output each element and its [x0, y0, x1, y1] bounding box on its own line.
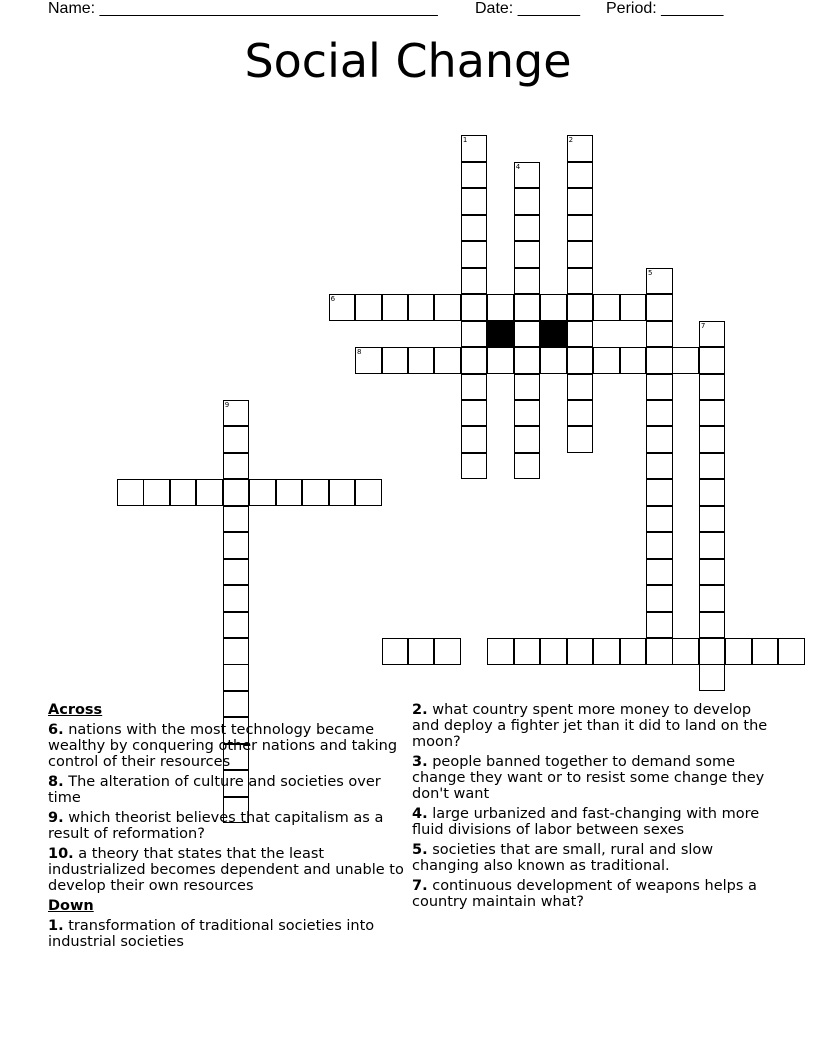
crossword-cell[interactable]: [223, 479, 250, 506]
crossword-cell[interactable]: [302, 479, 329, 506]
crossword-cell[interactable]: [646, 321, 673, 348]
crossword-cell[interactable]: [382, 638, 409, 665]
crossword-cell[interactable]: [355, 347, 382, 374]
across-heading: Across: [48, 702, 103, 718]
crossword-cell[interactable]: [461, 374, 488, 401]
crossword-cell[interactable]: [223, 453, 250, 480]
crossword-cell[interactable]: [699, 400, 726, 427]
clue-text: people banned together to demand some change they want or to resist some change they don't want: [412, 754, 765, 802]
crossword-cell[interactable]: [223, 585, 250, 612]
clue-text: what country spent more money to develop and deploy a fighter jet than it did to land on the moon?: [412, 702, 768, 750]
crossword-cell[interactable]: [196, 479, 223, 506]
crossword-cell[interactable]: [646, 479, 673, 506]
clue-text: which theorist believes that capitalism as a result of reformation?: [48, 810, 384, 842]
crossword-cell[interactable]: [699, 664, 726, 691]
crossword-cell[interactable]: [646, 426, 673, 453]
crossword-cell[interactable]: [514, 400, 541, 427]
crossword-cell[interactable]: [567, 347, 594, 374]
clue-down-3: [412, 754, 772, 802]
down-heading: Down: [48, 898, 94, 914]
clue-text: societies that are small, rural and slow changing also known as traditional.: [412, 842, 714, 874]
crossword-cell[interactable]: [514, 321, 541, 348]
crossword-cell[interactable]: [355, 294, 382, 321]
clue-down-4: [412, 806, 772, 838]
crossword-cell[interactable]: [620, 638, 647, 665]
crossword-cell[interactable]: [672, 347, 699, 374]
crossword-cell[interactable]: [646, 585, 673, 612]
crossword-cell[interactable]: [646, 453, 673, 480]
clue-down-7: [412, 878, 772, 910]
crossword-cell[interactable]: [699, 612, 726, 639]
crossword-cell[interactable]: [567, 374, 594, 401]
clue-number: 1.: [48, 918, 64, 934]
crossword-cell[interactable]: [699, 585, 726, 612]
crossword-cell[interactable]: [461, 241, 488, 268]
crossword-cell[interactable]: [646, 294, 673, 321]
crossword-cell[interactable]: [329, 294, 356, 321]
crossword-cell[interactable]: [514, 162, 541, 189]
clue-text: continuous development of weapons helps a country maintain what?: [412, 878, 757, 910]
clue-number-label: 5: [648, 268, 653, 277]
crossword-cell[interactable]: [461, 426, 488, 453]
clue-number: 6.: [48, 722, 64, 738]
clue-across-8: [48, 774, 410, 806]
crossword-cell[interactable]: [143, 479, 170, 506]
clue-down-2: [412, 702, 772, 750]
crossword-cell[interactable]: [461, 268, 488, 295]
clue-number: 8.: [48, 774, 64, 790]
name-field-label: Name: ______________________________________: [48, 0, 438, 17]
crossword-cell[interactable]: [567, 638, 594, 665]
crossword-cell[interactable]: [699, 426, 726, 453]
crossword-cell[interactable]: [249, 479, 276, 506]
clue-number-label: 2: [568, 136, 574, 145]
crossword-cell[interactable]: [514, 638, 541, 665]
crossword-cell[interactable]: [567, 215, 594, 242]
crossword-cell[interactable]: [699, 638, 726, 665]
clue-number-label: 4: [515, 162, 521, 171]
crossword-cell[interactable]: [223, 532, 250, 559]
crossword-cell[interactable]: [461, 162, 488, 189]
crossword-cell[interactable]: [514, 294, 541, 321]
crossword-cell[interactable]: [540, 638, 567, 665]
crossword-cell[interactable]: [778, 638, 805, 665]
crossword-cell[interactable]: [567, 268, 594, 295]
crossword-cell[interactable]: [646, 612, 673, 639]
black-square: [487, 321, 514, 348]
crossword-cell[interactable]: [461, 294, 488, 321]
clue-across-6: [48, 722, 410, 770]
crossword-cell[interactable]: [514, 215, 541, 242]
clue-number-label: 8: [357, 348, 362, 357]
crossword-cell[interactable]: [646, 374, 673, 401]
crossword-cell[interactable]: [514, 241, 541, 268]
crossword-cell[interactable]: [567, 162, 594, 189]
clue-text: large urbanized and fast-changing with more fluid divisions of labor between sexes: [412, 806, 760, 838]
crossword-cell[interactable]: [461, 347, 488, 374]
crossword-cell[interactable]: [699, 321, 726, 348]
crossword-cell[interactable]: [567, 135, 594, 162]
crossword-cell[interactable]: [699, 559, 726, 586]
crossword-cell[interactable]: [382, 294, 409, 321]
crossword-cell[interactable]: [699, 506, 726, 533]
crossword-cell[interactable]: [540, 294, 567, 321]
crossword-cell[interactable]: [514, 426, 541, 453]
crossword-cell[interactable]: [646, 347, 673, 374]
clue-text: a theory that states that the least industrialized becomes dependent and unable to develop their own resources: [48, 846, 404, 894]
clue-number: 10.: [48, 846, 74, 862]
clue-text: transformation of traditional societies into industrial societies: [48, 918, 375, 950]
clue-number: 7.: [412, 878, 428, 894]
crossword-cell[interactable]: [593, 638, 620, 665]
crossword-cell[interactable]: [434, 347, 461, 374]
crossword-cell[interactable]: [752, 638, 779, 665]
crossword-cell[interactable]: [223, 400, 250, 427]
crossword-cell[interactable]: [461, 400, 488, 427]
crossword-cell[interactable]: [699, 453, 726, 480]
crossword-cell[interactable]: [672, 638, 699, 665]
clue-down-5: [412, 842, 772, 874]
clue-number-label: 9: [224, 400, 230, 409]
crossword-cell[interactable]: [646, 559, 673, 586]
clues-right-column: [412, 702, 772, 914]
crossword-cell[interactable]: [620, 294, 647, 321]
crossword-cell[interactable]: [276, 479, 303, 506]
crossword-cell[interactable]: [567, 241, 594, 268]
crossword-cell[interactable]: [434, 294, 461, 321]
crossword-cell[interactable]: [567, 294, 594, 321]
crossword-cell[interactable]: [382, 347, 409, 374]
crossword-cell[interactable]: [514, 347, 541, 374]
crossword-cell[interactable]: [461, 215, 488, 242]
crossword-cell[interactable]: [487, 347, 514, 374]
clue-number: 2.: [412, 702, 428, 718]
date-field-label: Date: _______: [475, 0, 580, 17]
crossword-cell[interactable]: [434, 638, 461, 665]
crossword-cell[interactable]: [223, 664, 250, 691]
crossword-cell[interactable]: [646, 532, 673, 559]
clue-text: nations with the most technology became wealthy by conquering other nations and taking control of their resources: [48, 722, 398, 770]
crossword-cell[interactable]: [408, 294, 435, 321]
crossword-cell[interactable]: [620, 347, 647, 374]
crossword-cell[interactable]: [461, 453, 488, 480]
crossword-cell[interactable]: [223, 638, 250, 665]
crossword-cell[interactable]: [699, 479, 726, 506]
crossword-cell[interactable]: [487, 638, 514, 665]
clue-number: 5.: [412, 842, 428, 858]
crossword-cell[interactable]: [514, 188, 541, 215]
crossword-cell[interactable]: [408, 347, 435, 374]
clues-left-column: [48, 702, 410, 954]
clue-number-label: 1: [462, 136, 468, 145]
crossword-cell[interactable]: [514, 374, 541, 401]
crossword-cell[interactable]: [461, 321, 488, 348]
clue-number: 3.: [412, 754, 428, 770]
black-square: [540, 321, 567, 348]
crossword-cell[interactable]: [461, 135, 488, 162]
crossword-cell[interactable]: [514, 268, 541, 295]
crossword-cell[interactable]: [567, 188, 594, 215]
crossword-cell[interactable]: [223, 612, 250, 639]
crossword-cell[interactable]: [408, 638, 435, 665]
crossword-cell[interactable]: [646, 268, 673, 295]
crossword-cell[interactable]: [223, 559, 250, 586]
clue-number-label: 7: [700, 321, 706, 330]
crossword-cell[interactable]: [699, 347, 726, 374]
crossword-cell[interactable]: [355, 479, 382, 506]
period-field-label: Period: _______: [606, 0, 724, 17]
crossword-cell[interactable]: [223, 426, 250, 453]
crossword-cell[interactable]: [646, 400, 673, 427]
crossword-cell[interactable]: [170, 479, 197, 506]
clue-text: The alteration of culture and societies over time: [48, 774, 381, 806]
clue-across-10: [48, 846, 410, 894]
crossword-cell[interactable]: [699, 532, 726, 559]
crossword-cell[interactable]: [567, 400, 594, 427]
clue-number-label: 6: [330, 295, 336, 304]
crossword-cell[interactable]: [725, 638, 752, 665]
crossword-cell[interactable]: [514, 453, 541, 480]
crossword-cell[interactable]: [117, 479, 144, 506]
page-title: Social Change: [244, 34, 572, 88]
clue-down-1: [48, 918, 410, 950]
crossword-cell[interactable]: [646, 638, 673, 665]
clue-number: 4.: [412, 806, 428, 822]
crossword-cell[interactable]: [223, 506, 250, 533]
clue-number: 9.: [48, 810, 64, 826]
crossword-cell[interactable]: [593, 294, 620, 321]
crossword-cell[interactable]: [487, 294, 514, 321]
crossword-cell[interactable]: [540, 347, 567, 374]
crossword-cell[interactable]: [646, 506, 673, 533]
crossword-cell[interactable]: [699, 374, 726, 401]
clue-across-9: [48, 810, 410, 842]
crossword-cell[interactable]: [329, 479, 356, 506]
crossword-cell[interactable]: [567, 321, 594, 348]
crossword-cell[interactable]: [567, 426, 594, 453]
crossword-cell[interactable]: [461, 188, 488, 215]
crossword-cell[interactable]: [593, 347, 620, 374]
